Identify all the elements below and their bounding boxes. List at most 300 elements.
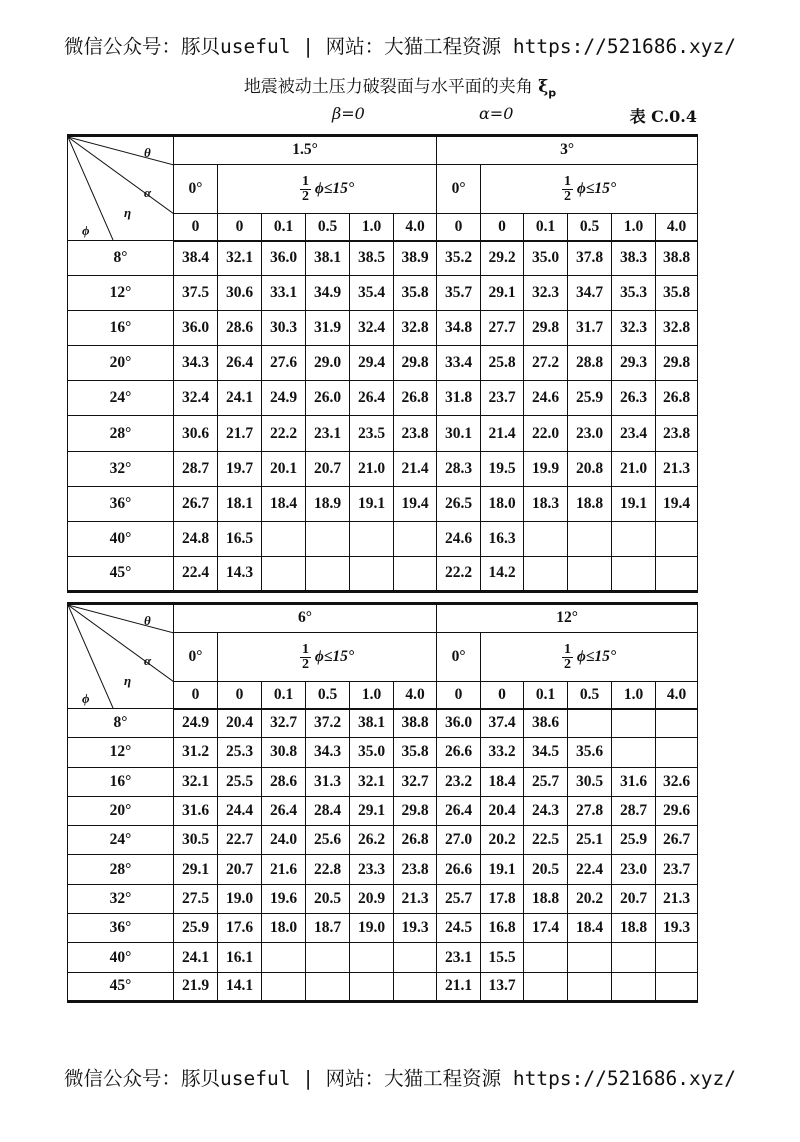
value-cell: 34.3 bbox=[174, 346, 218, 381]
value-cell: 20.5 bbox=[306, 884, 350, 913]
value-cell: 38.8 bbox=[656, 241, 698, 276]
value-cell: 29.6 bbox=[656, 796, 698, 825]
value-cell: 26.6 bbox=[437, 738, 481, 767]
value-cell: 31.9 bbox=[306, 311, 350, 346]
value-cell: 18.3 bbox=[524, 486, 568, 521]
value-cell: 20.2 bbox=[568, 884, 612, 913]
eta-header-cell: 4.0 bbox=[394, 682, 437, 709]
corner-eta-label: η bbox=[124, 205, 132, 220]
value-cell: 16.3 bbox=[481, 521, 524, 556]
fraction-condition: ϕ≤15° bbox=[573, 647, 617, 665]
value-cell: 22.2 bbox=[262, 416, 306, 451]
value-cell: 31.7 bbox=[568, 311, 612, 346]
value-cell: 34.9 bbox=[306, 276, 350, 311]
value-cell: 29.3 bbox=[612, 346, 656, 381]
eta-header-cell: 1.0 bbox=[350, 214, 394, 241]
value-cell: 32.4 bbox=[350, 311, 394, 346]
value-cell bbox=[524, 521, 568, 556]
value-cell: 32.7 bbox=[262, 709, 306, 738]
value-cell: 32.1 bbox=[350, 767, 394, 796]
value-cell: 24.6 bbox=[437, 521, 481, 556]
value-cell bbox=[394, 943, 437, 972]
fraction-numerator: 1 bbox=[564, 173, 572, 189]
eta-header-cell: 4.0 bbox=[656, 682, 698, 709]
eta-header-cell: 0.1 bbox=[262, 214, 306, 241]
value-cell bbox=[262, 972, 306, 1001]
value-cell: 24.5 bbox=[437, 914, 481, 943]
value-cell: 23.0 bbox=[568, 416, 612, 451]
eta-header-cell: 0.5 bbox=[568, 214, 612, 241]
value-cell bbox=[262, 521, 306, 556]
value-cell: 33.4 bbox=[437, 346, 481, 381]
value-cell: 19.0 bbox=[218, 884, 262, 913]
value-cell: 25.9 bbox=[612, 826, 656, 855]
value-cell bbox=[656, 709, 698, 738]
phi-cell: 40° bbox=[68, 943, 174, 972]
value-cell: 23.1 bbox=[306, 416, 350, 451]
value-cell bbox=[568, 972, 612, 1001]
value-cell: 21.4 bbox=[394, 451, 437, 486]
eta-header-cell: 0 bbox=[218, 214, 262, 241]
value-cell: 38.6 bbox=[524, 709, 568, 738]
value-cell: 21.3 bbox=[656, 451, 698, 486]
value-cell: 26.7 bbox=[174, 486, 218, 521]
phi-cell: 12° bbox=[68, 276, 174, 311]
value-cell: 15.5 bbox=[481, 943, 524, 972]
alpha-header-fraction bbox=[218, 164, 437, 214]
value-cell: 29.4 bbox=[350, 346, 394, 381]
eta-header-cell: 0 bbox=[437, 214, 481, 241]
value-cell bbox=[262, 943, 306, 972]
corner-eta-label: η bbox=[124, 673, 132, 688]
value-cell: 29.1 bbox=[481, 276, 524, 311]
value-cell bbox=[612, 738, 656, 767]
value-cell bbox=[306, 972, 350, 1001]
value-cell: 18.7 bbox=[306, 914, 350, 943]
value-cell: 20.4 bbox=[218, 709, 262, 738]
table-row bbox=[68, 556, 698, 591]
fraction bbox=[562, 643, 573, 672]
phi-cell: 45° bbox=[68, 972, 174, 1001]
table-row bbox=[68, 241, 698, 276]
fraction-numerator: 1 bbox=[301, 173, 309, 189]
value-cell: 19.1 bbox=[481, 855, 524, 884]
value-cell: 19.7 bbox=[218, 451, 262, 486]
phi-cell: 20° bbox=[68, 346, 174, 381]
phi-cell: 28° bbox=[68, 855, 174, 884]
eta-header-cell: 0.1 bbox=[262, 682, 306, 709]
value-cell: 16.1 bbox=[218, 943, 262, 972]
value-cell: 16.5 bbox=[218, 521, 262, 556]
value-cell: 14.2 bbox=[481, 556, 524, 591]
value-cell: 32.3 bbox=[612, 311, 656, 346]
table-row bbox=[68, 451, 698, 486]
eta-header-cell: 0.5 bbox=[306, 214, 350, 241]
value-cell bbox=[350, 972, 394, 1001]
eta-header-cell: 0.5 bbox=[568, 682, 612, 709]
alpha-header-fraction bbox=[481, 164, 698, 214]
phi-cell: 20° bbox=[68, 796, 174, 825]
alpha-header-zero: 0° bbox=[437, 164, 481, 214]
table-row bbox=[68, 914, 698, 943]
value-cell: 30.1 bbox=[437, 416, 481, 451]
phi-cell: 40° bbox=[68, 521, 174, 556]
value-cell: 30.6 bbox=[218, 276, 262, 311]
value-cell: 26.4 bbox=[437, 796, 481, 825]
value-cell: 37.8 bbox=[568, 241, 612, 276]
value-cell: 18.8 bbox=[612, 914, 656, 943]
value-cell: 32.4 bbox=[174, 381, 218, 416]
value-cell: 23.3 bbox=[350, 855, 394, 884]
title-symbol: ξ bbox=[538, 77, 549, 97]
value-cell: 27.5 bbox=[174, 884, 218, 913]
table-row bbox=[68, 884, 698, 913]
eta-header-cell: 4.0 bbox=[394, 214, 437, 241]
value-cell: 20.9 bbox=[350, 884, 394, 913]
value-cell: 38.8 bbox=[394, 709, 437, 738]
alpha-header-fraction bbox=[481, 632, 698, 682]
value-cell: 18.0 bbox=[262, 914, 306, 943]
phi-cell: 45° bbox=[68, 556, 174, 591]
value-cell: 21.9 bbox=[174, 972, 218, 1001]
value-cell: 29.8 bbox=[524, 311, 568, 346]
corner-theta-label: θ bbox=[144, 145, 151, 160]
table-row bbox=[68, 796, 698, 825]
value-cell: 32.6 bbox=[656, 767, 698, 796]
corner-phi-label: ϕ bbox=[82, 691, 90, 706]
value-cell: 24.9 bbox=[174, 709, 218, 738]
eta-header-cell: 4.0 bbox=[656, 214, 698, 241]
value-cell: 28.6 bbox=[262, 767, 306, 796]
value-cell: 25.7 bbox=[437, 884, 481, 913]
value-cell: 35.3 bbox=[612, 276, 656, 311]
corner-header-cell bbox=[68, 136, 174, 241]
phi-cell: 36° bbox=[68, 914, 174, 943]
value-cell: 35.8 bbox=[394, 738, 437, 767]
value-cell: 26.8 bbox=[394, 826, 437, 855]
value-cell bbox=[656, 521, 698, 556]
value-cell: 29.8 bbox=[394, 346, 437, 381]
value-cell: 13.7 bbox=[481, 972, 524, 1001]
value-cell: 24.9 bbox=[262, 381, 306, 416]
value-cell: 19.1 bbox=[350, 486, 394, 521]
value-cell: 28.3 bbox=[437, 451, 481, 486]
value-cell: 20.8 bbox=[568, 451, 612, 486]
value-cell: 18.1 bbox=[218, 486, 262, 521]
value-cell bbox=[612, 709, 656, 738]
value-cell: 21.7 bbox=[218, 416, 262, 451]
value-cell: 34.8 bbox=[437, 311, 481, 346]
value-cell: 29.1 bbox=[350, 796, 394, 825]
value-cell: 22.7 bbox=[218, 826, 262, 855]
value-cell: 21.0 bbox=[350, 451, 394, 486]
value-cell: 35.6 bbox=[568, 738, 612, 767]
value-cell: 25.5 bbox=[218, 767, 262, 796]
value-cell bbox=[656, 943, 698, 972]
eta-header-cell: 1.0 bbox=[612, 214, 656, 241]
value-cell bbox=[394, 521, 437, 556]
value-cell: 19.9 bbox=[524, 451, 568, 486]
fraction-condition: ϕ≤15° bbox=[573, 179, 617, 197]
table-row bbox=[68, 276, 698, 311]
fraction-denominator: 2 bbox=[301, 188, 309, 204]
fraction-denominator: 2 bbox=[301, 656, 309, 672]
value-cell: 19.3 bbox=[656, 914, 698, 943]
value-cell: 34.3 bbox=[306, 738, 350, 767]
eta-header-cell: 0.5 bbox=[306, 682, 350, 709]
fraction-denominator: 2 bbox=[564, 188, 572, 204]
value-cell: 20.7 bbox=[218, 855, 262, 884]
table-row bbox=[68, 855, 698, 884]
value-cell: 26.2 bbox=[350, 826, 394, 855]
value-cell: 20.4 bbox=[481, 796, 524, 825]
value-cell: 25.1 bbox=[568, 826, 612, 855]
value-cell: 26.4 bbox=[218, 346, 262, 381]
eta-header-cell: 0.1 bbox=[524, 682, 568, 709]
value-cell: 30.6 bbox=[174, 416, 218, 451]
value-cell: 22.8 bbox=[306, 855, 350, 884]
value-cell: 35.2 bbox=[437, 241, 481, 276]
alpha-header-zero: 0° bbox=[174, 164, 218, 214]
value-cell: 26.4 bbox=[262, 796, 306, 825]
value-cell: 22.4 bbox=[174, 556, 218, 591]
theta-header-right: 12° bbox=[437, 604, 698, 633]
value-cell: 19.4 bbox=[656, 486, 698, 521]
value-cell: 23.8 bbox=[394, 416, 437, 451]
value-cell: 35.0 bbox=[524, 241, 568, 276]
value-cell: 33.1 bbox=[262, 276, 306, 311]
phi-cell: 8° bbox=[68, 241, 174, 276]
value-cell: 24.1 bbox=[218, 381, 262, 416]
value-cell: 26.8 bbox=[656, 381, 698, 416]
alpha-header-zero: 0° bbox=[437, 632, 481, 682]
value-cell bbox=[262, 556, 306, 591]
value-cell: 38.1 bbox=[306, 241, 350, 276]
value-cell: 23.5 bbox=[350, 416, 394, 451]
value-cell: 33.2 bbox=[481, 738, 524, 767]
value-cell: 27.7 bbox=[481, 311, 524, 346]
phi-cell: 32° bbox=[68, 451, 174, 486]
value-cell: 19.3 bbox=[394, 914, 437, 943]
table-row bbox=[68, 346, 698, 381]
value-cell: 22.2 bbox=[437, 556, 481, 591]
value-cell: 26.4 bbox=[350, 381, 394, 416]
value-cell: 24.6 bbox=[524, 381, 568, 416]
value-cell: 21.3 bbox=[394, 884, 437, 913]
title-subscript: p bbox=[548, 86, 557, 100]
value-cell: 28.7 bbox=[174, 451, 218, 486]
fraction-numerator: 1 bbox=[564, 641, 572, 657]
eta-header-cell: 0.1 bbox=[524, 214, 568, 241]
value-cell: 36.0 bbox=[262, 241, 306, 276]
table-row bbox=[68, 767, 698, 796]
value-cell: 35.0 bbox=[350, 738, 394, 767]
value-cell: 29.0 bbox=[306, 346, 350, 381]
value-cell: 25.7 bbox=[524, 767, 568, 796]
value-cell: 28.6 bbox=[218, 311, 262, 346]
title-text: 地震被动土压力破裂面与水平面的夹角 bbox=[243, 77, 533, 97]
value-cell: 32.7 bbox=[394, 767, 437, 796]
value-cell: 20.7 bbox=[306, 451, 350, 486]
phi-cell: 24° bbox=[68, 826, 174, 855]
table-title bbox=[0, 72, 800, 99]
table-row bbox=[68, 486, 698, 521]
fraction-denominator: 2 bbox=[564, 656, 572, 672]
value-cell: 27.6 bbox=[262, 346, 306, 381]
theta-header-left: 6° bbox=[174, 604, 437, 633]
alpha-header-fraction bbox=[218, 632, 437, 682]
table-row bbox=[68, 972, 698, 1001]
value-cell: 37.5 bbox=[174, 276, 218, 311]
value-cell: 25.8 bbox=[481, 346, 524, 381]
value-cell: 38.5 bbox=[350, 241, 394, 276]
value-cell: 37.2 bbox=[306, 709, 350, 738]
value-cell: 37.4 bbox=[481, 709, 524, 738]
value-cell: 34.5 bbox=[524, 738, 568, 767]
eta-header-cell: 0 bbox=[174, 682, 218, 709]
corner-header-cell bbox=[68, 604, 174, 709]
value-cell: 23.7 bbox=[481, 381, 524, 416]
value-cell bbox=[306, 943, 350, 972]
value-cell: 36.0 bbox=[437, 709, 481, 738]
value-cell bbox=[612, 972, 656, 1001]
value-cell: 21.6 bbox=[262, 855, 306, 884]
value-cell: 21.1 bbox=[437, 972, 481, 1001]
value-cell: 35.8 bbox=[656, 276, 698, 311]
theta-header-right: 3° bbox=[437, 136, 698, 165]
value-cell: 22.4 bbox=[568, 855, 612, 884]
value-cell: 22.0 bbox=[524, 416, 568, 451]
value-cell: 18.8 bbox=[524, 884, 568, 913]
value-cell: 38.3 bbox=[612, 241, 656, 276]
table-row bbox=[68, 381, 698, 416]
condition-line bbox=[67, 104, 697, 128]
phi-cell: 16° bbox=[68, 767, 174, 796]
value-cell: 19.4 bbox=[394, 486, 437, 521]
value-cell: 26.8 bbox=[394, 381, 437, 416]
value-cell: 27.8 bbox=[568, 796, 612, 825]
value-cell: 17.8 bbox=[481, 884, 524, 913]
eta-header-cell: 1.0 bbox=[612, 682, 656, 709]
eta-header-cell: 0 bbox=[437, 682, 481, 709]
value-cell: 18.4 bbox=[481, 767, 524, 796]
fraction bbox=[300, 643, 311, 672]
value-cell: 23.8 bbox=[656, 416, 698, 451]
value-cell: 23.0 bbox=[612, 855, 656, 884]
value-cell bbox=[394, 556, 437, 591]
value-cell: 32.8 bbox=[656, 311, 698, 346]
value-cell: 26.7 bbox=[656, 826, 698, 855]
value-cell: 14.1 bbox=[218, 972, 262, 1001]
value-cell: 25.9 bbox=[568, 381, 612, 416]
value-cell: 19.1 bbox=[612, 486, 656, 521]
value-cell: 30.8 bbox=[262, 738, 306, 767]
value-cell: 19.5 bbox=[481, 451, 524, 486]
value-cell: 26.6 bbox=[437, 855, 481, 884]
angle-table-2 bbox=[67, 602, 698, 1003]
value-cell: 25.9 bbox=[174, 914, 218, 943]
value-cell: 30.5 bbox=[174, 826, 218, 855]
value-cell bbox=[568, 521, 612, 556]
value-cell: 32.3 bbox=[524, 276, 568, 311]
table-row bbox=[68, 943, 698, 972]
value-cell: 26.3 bbox=[612, 381, 656, 416]
table-number: 表 C.0.4 bbox=[629, 107, 697, 126]
value-cell: 20.1 bbox=[262, 451, 306, 486]
value-cell bbox=[656, 556, 698, 591]
table-row bbox=[68, 416, 698, 451]
value-cell: 14.3 bbox=[218, 556, 262, 591]
value-cell: 35.8 bbox=[394, 276, 437, 311]
value-cell: 24.8 bbox=[174, 521, 218, 556]
value-cell: 32.1 bbox=[218, 241, 262, 276]
value-cell: 31.2 bbox=[174, 738, 218, 767]
corner-phi-label: ϕ bbox=[82, 223, 90, 238]
angle-table-1 bbox=[67, 134, 698, 593]
value-cell: 26.0 bbox=[306, 381, 350, 416]
value-cell: 30.5 bbox=[568, 767, 612, 796]
value-cell: 23.4 bbox=[612, 416, 656, 451]
value-cell bbox=[350, 943, 394, 972]
value-cell: 25.6 bbox=[306, 826, 350, 855]
value-cell: 38.9 bbox=[394, 241, 437, 276]
table-row bbox=[68, 826, 698, 855]
fraction-condition: ϕ≤15° bbox=[310, 179, 355, 197]
value-cell: 18.4 bbox=[262, 486, 306, 521]
value-cell bbox=[612, 556, 656, 591]
phi-cell: 8° bbox=[68, 709, 174, 738]
eta-header-cell: 0 bbox=[174, 214, 218, 241]
watermark-top: 微信公众号：豚贝useful | 网站：大猫工程资源 https://521686.xyz/ bbox=[64, 35, 736, 58]
table-row bbox=[68, 521, 698, 556]
value-cell: 24.4 bbox=[218, 796, 262, 825]
value-cell: 28.8 bbox=[568, 346, 612, 381]
value-cell: 23.7 bbox=[656, 855, 698, 884]
corner-theta-label: θ bbox=[144, 613, 151, 628]
corner-alpha-label: α bbox=[144, 653, 152, 668]
value-cell: 18.0 bbox=[481, 486, 524, 521]
value-cell: 29.1 bbox=[174, 855, 218, 884]
value-cell bbox=[612, 521, 656, 556]
table-row bbox=[68, 738, 698, 767]
value-cell bbox=[394, 972, 437, 1001]
value-cell: 36.0 bbox=[174, 311, 218, 346]
value-cell: 38.4 bbox=[174, 241, 218, 276]
eta-header-cell: 0 bbox=[481, 214, 524, 241]
value-cell: 38.1 bbox=[350, 709, 394, 738]
value-cell: 27.0 bbox=[437, 826, 481, 855]
value-cell: 20.5 bbox=[524, 855, 568, 884]
value-cell: 27.2 bbox=[524, 346, 568, 381]
alpha-header-zero: 0° bbox=[174, 632, 218, 682]
value-cell: 28.7 bbox=[612, 796, 656, 825]
watermark-bottom: 微信公众号：豚贝useful | 网站：大猫工程资源 https://521686.xyz/ bbox=[64, 1067, 736, 1090]
value-cell: 20.2 bbox=[481, 826, 524, 855]
value-cell: 35.7 bbox=[437, 276, 481, 311]
eta-header-cell: 1.0 bbox=[350, 682, 394, 709]
value-cell: 24.0 bbox=[262, 826, 306, 855]
value-cell: 32.1 bbox=[174, 767, 218, 796]
condition-beta: β=0 bbox=[332, 104, 365, 123]
value-cell: 26.5 bbox=[437, 486, 481, 521]
value-cell: 24.3 bbox=[524, 796, 568, 825]
value-cell: 21.4 bbox=[481, 416, 524, 451]
value-cell: 31.3 bbox=[306, 767, 350, 796]
value-cell: 25.3 bbox=[218, 738, 262, 767]
value-cell: 30.3 bbox=[262, 311, 306, 346]
phi-cell: 32° bbox=[68, 884, 174, 913]
value-cell: 28.4 bbox=[306, 796, 350, 825]
